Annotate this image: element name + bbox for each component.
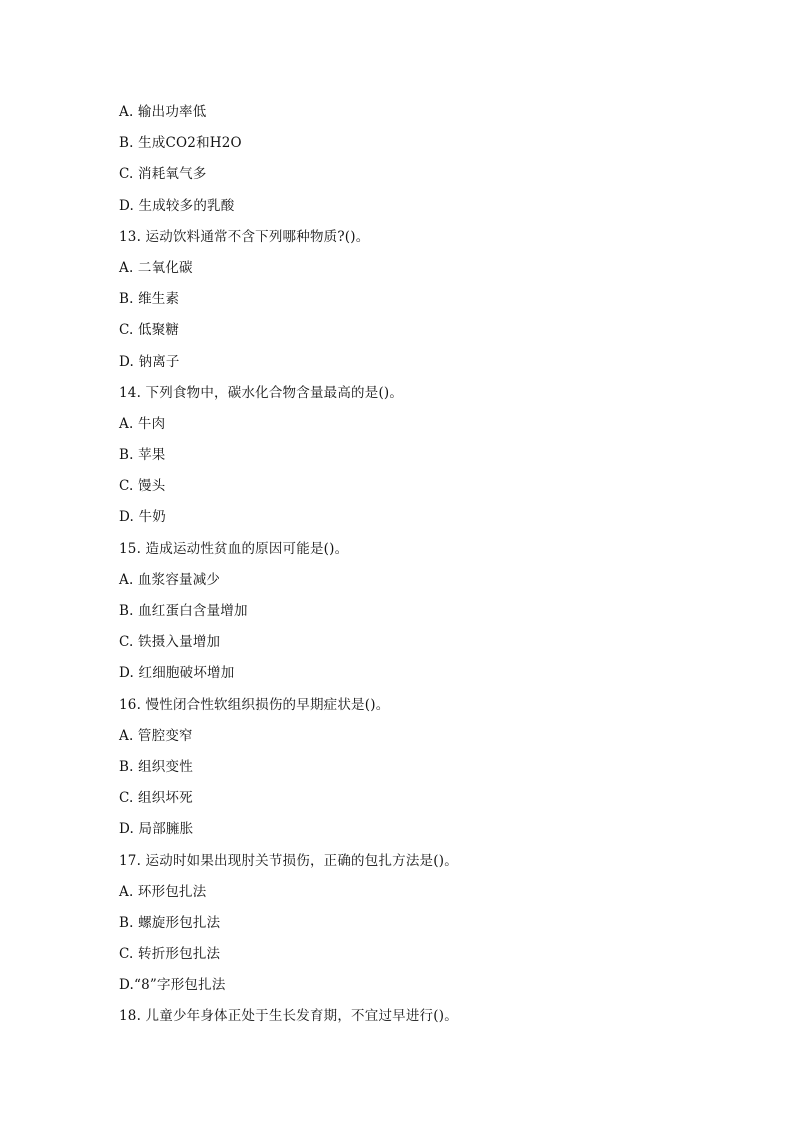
option-line: C. 馒头 [119, 478, 166, 495]
question-16: 16. 慢性闭合性软组织损伤的早期症状是()。 [119, 696, 390, 713]
question-list [119, 102, 679, 1038]
option-line: A. 输出功率低 [119, 104, 207, 120]
question-14: 14. 下列食物中，碳水化合物含量最高的是()。 [119, 384, 404, 401]
option-line: A. 二氧化碳 [119, 259, 193, 276]
question-13: 13. 运动饮料通常不含下列哪种物质?()。 [119, 228, 370, 245]
question-15: 15. 造成运动性贫血的原因可能是()。 [119, 540, 349, 557]
question-17: 17. 运动时如果出现肘关节损伤，正确的包扎方法是()。 [119, 852, 458, 869]
option-line: B. 组织变性 [119, 758, 193, 775]
question-18: 18. 儿童少年身体正处于生长发育期，不宜过早进行()。 [119, 1008, 458, 1025]
option-line: D. 红细胞破坏增加 [119, 665, 235, 682]
option-line: B. 血红蛋白含量增加 [119, 603, 248, 619]
option-line: A. 牛肉 [119, 415, 166, 432]
option-line: C. 铁摄入量增加 [119, 634, 221, 651]
option-line: A. 血浆容量减少 [119, 571, 221, 588]
option-line: A. 环形包扎法 [119, 883, 207, 900]
option-line: D. 生成较多的乳酸 [119, 197, 235, 214]
option-line: D.“8”字形包扎法 [119, 977, 226, 994]
option-line: C. 转折形包扎法 [119, 946, 221, 963]
option-line: D. 牛奶 [119, 509, 166, 526]
option-line: D. 钠离子 [119, 353, 180, 370]
option-line: B. 苹果 [119, 447, 166, 464]
option-line: D. 局部臃胀 [119, 821, 194, 838]
option-line: B. 维生素 [119, 291, 180, 308]
option-line: A. 管腔变窄 [119, 727, 193, 744]
option-line: B. 生成CO2和H2O [119, 135, 242, 152]
option-line: C. 消耗氧气多 [119, 166, 207, 183]
option-line: C. 低聚糖 [119, 322, 180, 339]
option-line: B. 螺旋形包扎法 [119, 914, 221, 931]
option-line: C. 组织坏死 [119, 790, 193, 807]
